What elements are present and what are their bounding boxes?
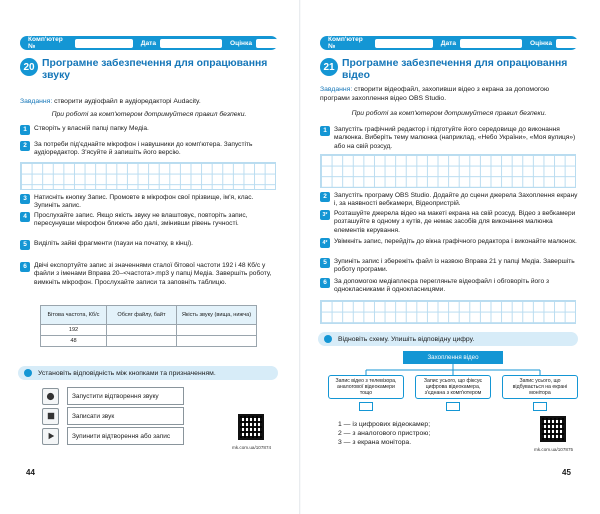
step bbox=[20, 240, 278, 250]
step-text: Натисніть кнопку Запис. Промовте в мікрофон свої прізвище, ім'я, клас. Зупиніть запис. bbox=[34, 194, 254, 210]
step bbox=[320, 126, 578, 151]
step-number: 2 bbox=[320, 192, 330, 202]
step bbox=[20, 212, 278, 229]
bitrate-table bbox=[40, 305, 257, 347]
table-cell[interactable] bbox=[107, 325, 177, 336]
task-label: Завдання: bbox=[320, 86, 353, 93]
grade-field[interactable] bbox=[556, 39, 578, 48]
step-text: За допомогою медіаплеєра перегляньте відеофайл і обговоріть його з однокласниками й однокласницями. bbox=[334, 278, 549, 294]
match-prompt-bar bbox=[18, 366, 278, 380]
step-number: 1 bbox=[320, 126, 330, 136]
step-number: 5 bbox=[320, 258, 330, 268]
bullet-icon bbox=[24, 369, 32, 377]
task-label: Завдання: bbox=[20, 98, 53, 105]
step-number: 3* bbox=[320, 210, 330, 220]
key-match-list bbox=[42, 386, 184, 446]
step-number: 5 bbox=[20, 240, 30, 250]
key-purpose[interactable]: Запустити відтворення звуку bbox=[67, 387, 184, 405]
step-text: Двічі експортуйте запис зі значеннями сталої бітової частоти 192 і 48 Кб/с у файли з іменами Вправа 20–<частота>.mp3 у папці Медіа. Завершіть роботу, вимкніть мікрофон. Прослухайте записи та заповніть таблицю. bbox=[34, 262, 272, 286]
scheme-answer-field[interactable] bbox=[446, 402, 460, 411]
step-number: 3 bbox=[20, 194, 30, 204]
match-prompt: Установіть відповідність між кнопками та призначенням. bbox=[38, 369, 216, 377]
legend-item: 1 — із цифрових відеокамер; bbox=[338, 421, 431, 428]
lesson-title: Програмне забезпечення для опрацювання відео bbox=[342, 58, 568, 81]
lesson-heading bbox=[320, 58, 587, 81]
step-text: Створіть у власній папці папку Медіа. bbox=[34, 125, 149, 132]
step-text: Запустіть графічний редактор і підготуйте його середовище до виконання малюнка. Виберіть тему малюнка (наприклад, «Небо України», «Моя вулиця») або на свій розсуд. bbox=[334, 126, 576, 150]
scheme-title: Захоплення відео bbox=[403, 351, 503, 364]
answer-grid[interactable] bbox=[20, 162, 276, 190]
step bbox=[320, 238, 578, 248]
scheme-box-digital: Запис усього, що фіксує цифрова відеокамера, з'єднана з комп'ютером bbox=[415, 375, 491, 399]
key-purpose[interactable]: Зупинити відтворення або запис bbox=[67, 427, 184, 445]
table-cell[interactable] bbox=[107, 336, 177, 347]
step bbox=[20, 125, 278, 135]
step-text: Розташуйте джерела відео на макеті екрана на свій розсуд. Відео з вебкамери розташуйте в одному з кутів, де немає засобів для виконання малюнка елементів керування. bbox=[334, 210, 576, 234]
step bbox=[320, 258, 578, 275]
task-text: створити аудіофайл в аудіоредакторі Audacity. bbox=[54, 98, 201, 105]
grade-label: Оцінка bbox=[530, 39, 552, 47]
step bbox=[320, 192, 578, 209]
table-cell[interactable] bbox=[177, 336, 257, 347]
legend-item: 3 — з екрана монітора. bbox=[338, 439, 412, 446]
scheme-answer-field[interactable] bbox=[533, 402, 547, 411]
scheme-box-analog: Запис відео з телевізора, аналогової відеокамери тощо bbox=[328, 375, 404, 399]
answer-grid[interactable] bbox=[320, 300, 576, 324]
header-bar bbox=[320, 36, 578, 50]
computer-label: Комп'ютер № bbox=[28, 36, 63, 50]
bullet-icon bbox=[324, 335, 332, 343]
task-text: створити відеофайл, захопивши відео з екрана за допомогою програми захоплення відео OBS Studio. bbox=[320, 86, 550, 102]
step-number: 6 bbox=[20, 262, 30, 272]
task bbox=[20, 98, 278, 107]
scheme-prompt-bar bbox=[318, 332, 578, 346]
step-number: 1 bbox=[20, 125, 30, 135]
safety-note: При роботі за комп'ютером дотримуйтеся правил безпеки. bbox=[51, 111, 247, 118]
table-cell: 192 bbox=[41, 325, 107, 336]
qr-code-icon[interactable] bbox=[540, 416, 566, 442]
grade-field[interactable] bbox=[256, 39, 278, 48]
play-triangle-icon[interactable] bbox=[42, 428, 59, 445]
page-number: 45 bbox=[562, 468, 571, 477]
step bbox=[20, 194, 278, 211]
step bbox=[320, 278, 578, 295]
step-number: 2 bbox=[20, 141, 30, 151]
lesson-number: 21 bbox=[320, 58, 338, 76]
record-circle-icon[interactable] bbox=[42, 388, 59, 405]
qr-code-icon[interactable] bbox=[238, 414, 264, 440]
step-text: Увімкніть запис, перейдіть до вікна графічного редактора і виконайте малюнок. bbox=[334, 238, 577, 245]
step-text: Зупиніть запис і збережіть файл із назвою Вправа 21 у папці Медіа. Завершіть роботу програми. bbox=[334, 258, 575, 274]
lesson-number: 20 bbox=[20, 58, 38, 76]
page-number: 44 bbox=[26, 468, 35, 477]
grade-label: Оцінка bbox=[230, 39, 252, 47]
step-number: 6 bbox=[320, 278, 330, 288]
task bbox=[320, 86, 578, 103]
step bbox=[320, 210, 578, 235]
computer-label: Комп'ютер № bbox=[328, 36, 363, 50]
lesson-heading bbox=[20, 58, 287, 81]
date-field[interactable] bbox=[160, 39, 222, 48]
qr-link[interactable]: mk.com.ua/107875 bbox=[534, 447, 574, 452]
table-cell[interactable] bbox=[177, 325, 257, 336]
scheme-box-screen: Запис усього, що відбувається на екрані монітора bbox=[502, 375, 578, 399]
scheme-prompt: Відновіть схему. Упишіть відповідну цифру. bbox=[338, 335, 475, 343]
qr-link[interactable]: mk.com.ua/107874 bbox=[232, 445, 272, 450]
stop-square-icon[interactable] bbox=[42, 408, 59, 425]
step-text: За потреби під'єднайте мікрофон і навушники до комп'ютера. Запустіть аудіоредактор. З'ясуйте й запишіть його версію. bbox=[34, 141, 253, 157]
capture-scheme bbox=[328, 345, 578, 415]
answer-grid[interactable] bbox=[320, 154, 576, 188]
step-text: Запустіть програму OBS Studio. Додайте до сцени джерела Захоплення екрану і, за наявності вебкамери, Відеопристрій. bbox=[334, 192, 578, 208]
lesson-title: Програмне забезпечення для опрацювання звуку bbox=[42, 58, 268, 81]
step-text: Виділіть зайві фрагменти (паузи на початку, в кінці). bbox=[34, 240, 193, 247]
date-field[interactable] bbox=[460, 39, 522, 48]
scheme-legend bbox=[338, 420, 430, 447]
table-cell: 48 bbox=[41, 336, 107, 347]
step bbox=[20, 262, 278, 287]
table-header: Обсяг файлу, байт bbox=[107, 306, 177, 325]
right-page bbox=[300, 0, 600, 514]
table-header: Якість звуку (вища, нижча) bbox=[177, 306, 257, 325]
computer-field[interactable] bbox=[375, 39, 432, 48]
key-row bbox=[42, 406, 184, 426]
key-row bbox=[42, 386, 184, 406]
step-text: Прослухайте запис. Якщо якість звуку не влаштовує, повторіть запис, пересунувши мікрофон ближче або далі, змінивши рівень гучності. bbox=[34, 212, 248, 228]
date-label: Дата bbox=[440, 39, 457, 47]
table-header: Бітова частота, Кб/с bbox=[41, 306, 107, 325]
safety-note: При роботі за комп'ютером дотримуйтеся правил безпеки. bbox=[351, 110, 547, 117]
date-label: Дата bbox=[140, 39, 157, 47]
legend-item: 2 — з аналогового пристрою; bbox=[338, 430, 431, 437]
step-number: 4* bbox=[320, 238, 330, 248]
scheme-answer-field[interactable] bbox=[359, 402, 373, 411]
computer-field[interactable] bbox=[75, 39, 132, 48]
key-purpose[interactable]: Записати звук bbox=[67, 407, 184, 425]
header-bar bbox=[20, 36, 278, 50]
key-row bbox=[42, 426, 184, 446]
step bbox=[20, 141, 278, 158]
step-number: 4 bbox=[20, 212, 30, 222]
